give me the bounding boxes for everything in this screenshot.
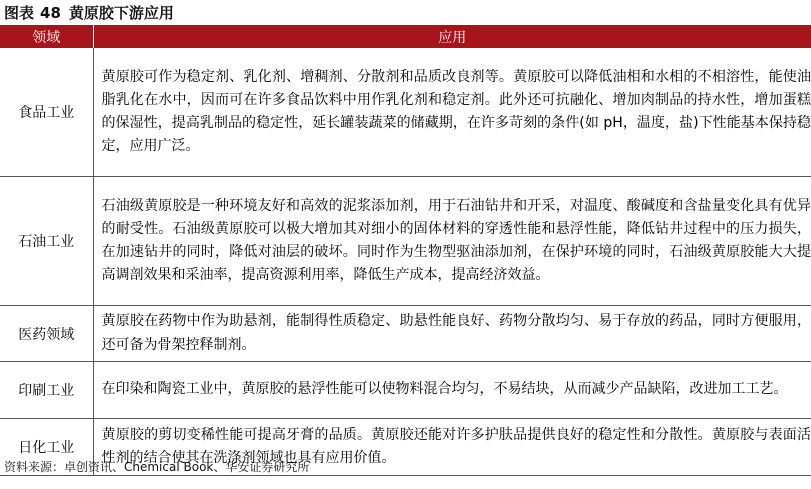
domain-cell: 食品工业 <box>0 48 93 177</box>
header-domain: 领域 <box>0 25 93 48</box>
table-header-row <box>0 25 811 48</box>
header-application: 应用 <box>93 25 811 48</box>
application-cell: 在印染和陶瓷工业中，黄原胶的悬浮性能可以使物料混合均匀，不易结块，从而减少产品缺陷，改进加工工艺。 <box>93 362 811 419</box>
figure-number: 48 <box>40 4 61 22</box>
applications-table <box>0 25 811 476</box>
domain-cell: 日化工业 <box>0 419 93 476</box>
table-row <box>0 362 811 419</box>
domain-cell: 石油工业 <box>0 177 93 306</box>
figure-label: 图表 <box>4 4 35 22</box>
domain-cell: 医药领域 <box>0 306 93 362</box>
figure-title <box>4 2 174 24</box>
domain-cell: 印刷工业 <box>0 362 93 419</box>
table-row <box>0 48 811 177</box>
table-row <box>0 177 811 306</box>
table-row <box>0 306 811 362</box>
application-cell: 黄原胶可作为稳定剂、乳化剂、增稠剂、分散剂和品质改良剂等。黄原胶可以降低油相和水相的不相溶性，能使油脂乳化在水中，因而可在许多食品饮料中用作乳化剂和稳定剂。此外还可抗融化、增加肉制品的持水性，增加蛋糕的保湿性，提高乳制品的稳定性，延长罐装蔬菜的储藏期，在许多苛刻的条件(如 pH，温度，盐)下性能基本保持稳定，应用广泛。 <box>93 48 811 177</box>
figure-caption: 黄原胶下游应用 <box>68 4 174 22</box>
application-cell: 黄原胶在药物中作为助悬剂，能制得性质稳定、助悬性能良好、药物分散均匀、易于存放的药品，同时方便服用，还可备为骨架控释制剂。 <box>93 306 811 362</box>
application-cell: 石油级黄原胶是一种环境友好和高效的泥浆添加剂，用于石油钻井和开采，对温度、酸碱度和含盐量变化具有优异的耐受性。石油级黄原胶可以极大增加其对细小的固体材料的穿透性能和悬浮性能，降低钻井过程中的压力损失，在加速钻井的同时，降低对油层的破坏。同时作为生物型驱油添加剂，在保护环境的同时，石油级黄原胶能大大提高调剖效果和采油率，提高资源利用率，降低生产成本，提高经济效益。 <box>93 177 811 306</box>
source-note: 资料来源：卓创资讯、Chemical Book、华安证券研究所 <box>4 460 310 474</box>
application-cell: 黄原胶的剪切变稀性能可提高牙膏的品质。黄原胶还能对许多护肤品提供良好的稳定性和分散性。黄原胶与表面活性剂的结合使其在洗涤剂领域也具有应用价值。 <box>93 419 811 476</box>
